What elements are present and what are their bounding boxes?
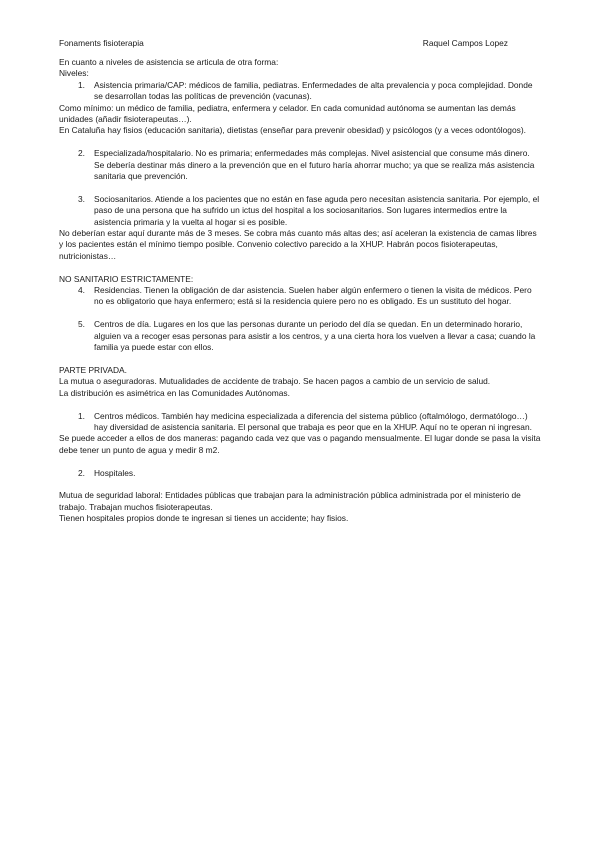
list-number: 2. (78, 148, 85, 159)
centros-medicos-note: Se puede acceder a ellos de dos maneras: pagando cada vez que vas o pagando mensualmente. El lugar donde se pasa la visita debe tener un punto de agua y medir 8 m2. (59, 433, 541, 455)
privada-paragraph-distribucion: La distribución es asimétrica en las Comunidades Autónomas. (59, 387, 290, 398)
intro-paragraph: En cuanto a niveles de asistencia se articula de otra forma: (59, 57, 279, 67)
sociosanitarios-note: No deberían estar aquí durante más de 3 meses. Se cobra más cuanto más altas des; así aceleran la existencia de camas libres y los pacientes están el mínimo tiempo posible. Convenio colectivo parecido a la XHUP. Habrán pocos fisioterapeutas, nutricionistas… (59, 228, 537, 261)
list-item-text: Especializada/hospitalario. No es primaria; enfermedades más complejas. Nivel asistencial que consume más dinero. Se debería destinar más dinero a la prevención que en el futuro haría ahorrar mucho; ya que se realiza más asistencia sanitaria que prevención. (94, 148, 535, 182)
list-number: 2. (78, 467, 85, 478)
list-item-text: Centros de día. Lugares en los que las personas durante un periodo del día se quedan. En un determinado horario, alguien va a recoger esas personas para asistir a los centros, y a una cierta hora los vuelven a llevar a casa; cuando la familia ya puede estar con ellos. (94, 319, 536, 353)
no-sanitario-heading: NO SANITARIO ESTRICTAMENTE: (59, 273, 194, 284)
list-item-especializada (59, 148, 541, 182)
list-item-text: Residencias. Tienen la obligación de dar asistencia. Suelen haber algún enfermero o tienen la visita de médicos. Pero no es obligatorio que haya enfermero; está si la residencia quiere pero no es obligado. Es un sustituto del hogar. (94, 285, 532, 307)
list-item-centros-de-dia (59, 319, 541, 353)
header-author-name: Raquel Campos Lopez (422, 38, 508, 48)
primaria-note-cataluna: En Cataluña hay fisios (educación sanitaria), dietistas (enseñar para prevenir obesidad) y psicólogos (y a veces odontólogos). (59, 125, 526, 136)
niveles-label: Niveles: (59, 68, 89, 79)
list-item-text: Centros médicos. También hay medicina especializada a diferencia del sistema público (oftalmólogo, dermatólogo…) hay diversidad de asistencia sanitaria. El personal que trabaja es peor que en la XHUP. Aquí no te operan ni ingresan. (94, 410, 532, 432)
list-number: 4. (78, 285, 85, 296)
mutua-seguridad-paragraph: Mutua de seguridad laboral: Entidades públicas que trabajan para la administración pública administrada por el ministerio de trabajo. Trabajan muchos fisioterapeutas. (59, 490, 521, 512)
privada-paragraph-mutua: La mutua o aseguradoras. Mutualidades de accidente de trabajo. Se hacen pagos a cambio de un servicio de salud. (59, 376, 491, 387)
parte-privada-heading: PARTE PRIVADA. (59, 364, 127, 375)
list-item-primaria (59, 80, 541, 103)
list-number: 1. (78, 410, 85, 421)
list-item-residencias (59, 285, 541, 308)
list-item-text: Sociosanitarios. Atiende a los pacientes que no están en fase aguda pero necesitan asistencia sanitaria. Por ejemplo, el paso de una persona que ha sufrido un ictus del hospital a los sociosanitarios. Son lugares intermedios entre la asistencia primaria y la vuelta al hogar si es posible. (94, 193, 540, 227)
document-body (59, 57, 541, 525)
hospitales-propios-paragraph: Tienen hospitales propios donde te ingresan si tienes un accidente; hay fisios. (59, 513, 349, 524)
page-header (59, 38, 508, 50)
list-item-text: Hospitales. (94, 467, 136, 478)
header-course-title: Fonaments fisioterapia (59, 38, 144, 48)
list-item-sociosanitarios (59, 194, 541, 228)
list-number: 5. (78, 319, 85, 330)
list-item-centros-medicos (59, 411, 541, 434)
list-item-text: Asistencia primaria/CAP: médicos de familia, pediatras. Enfermedades de alta prevalencia y poca complejidad. Donde se desarrollan todas las políticas de prevención (vacunas). (94, 79, 533, 102)
list-item-hospitales (59, 468, 541, 479)
primaria-note-minimo: Como mínimo: un médico de familia, pediatra, enfermera y celador. En cada comunidad autónoma se aumentan las demás unidades (añadir fisioterapeutas…). (59, 102, 516, 125)
list-number: 1. (78, 79, 85, 90)
list-number: 3. (78, 193, 85, 204)
